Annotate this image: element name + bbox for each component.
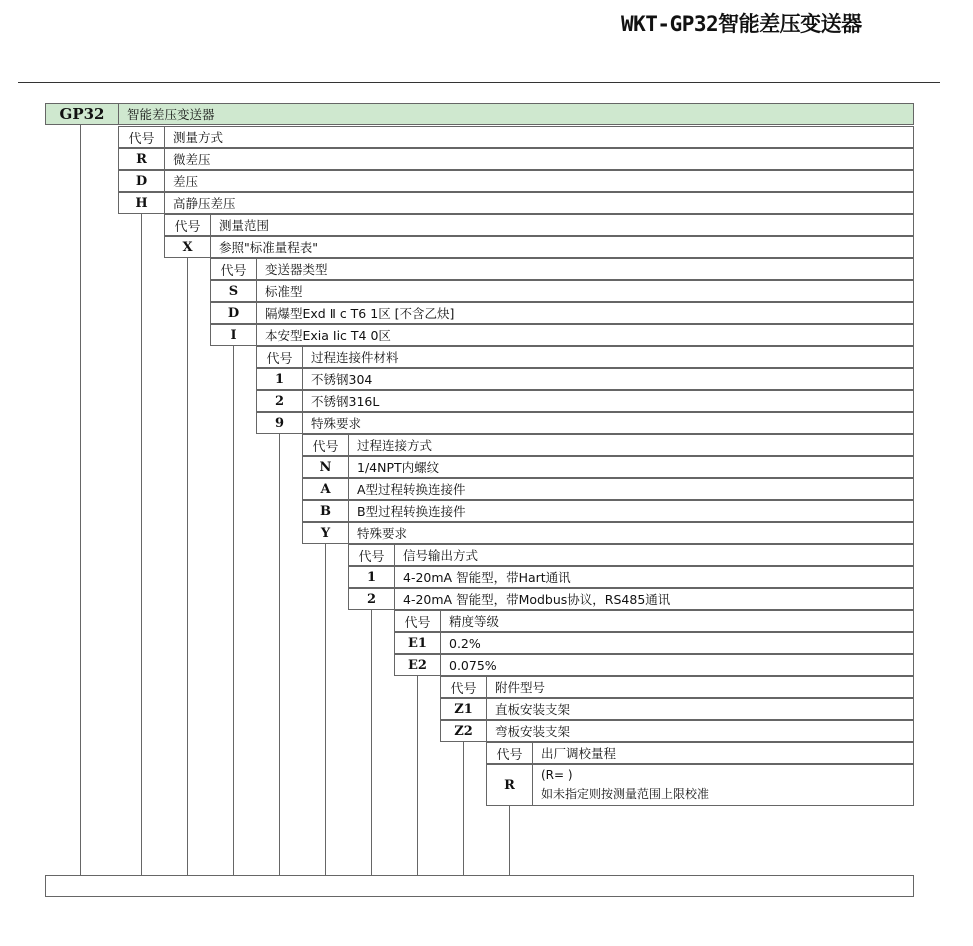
model-code: GP32 [46,104,119,124]
option-code: I [211,325,257,345]
section-header-row [348,544,914,566]
option-desc: 弯板安装支架 [495,724,571,739]
option-row [440,698,914,720]
option-row [302,522,914,544]
option-row [440,720,914,742]
section-header-row [486,742,914,764]
option-code: R [119,149,165,169]
leader-line [279,433,280,875]
option-desc: 直板安装支架 [495,702,571,717]
page-title: WKT-GP32智能差压变送器 [621,12,862,36]
section-title: 附件型号 [495,680,546,695]
option-code: R [487,765,533,805]
section-header-row [302,434,914,456]
option-code: 1 [349,567,395,587]
option-row [210,280,914,302]
option-row [256,390,914,412]
option-desc: 微差压 [173,152,211,167]
option-code: D [119,171,165,191]
option-code: H [119,193,165,213]
header-divider [18,82,940,83]
option-desc: 4-20mA 智能型，带Hart通讯 [403,570,571,585]
option-row [348,588,914,610]
option-row [302,500,914,522]
section-title: 出厂调校量程 [541,746,617,761]
leader-line [187,257,188,875]
option-row [164,236,914,258]
leader-line [463,741,464,875]
section-header-row [394,610,914,632]
option-row [486,764,914,806]
option-note-line2: 如未指定则按测量范围上限校准 [541,787,710,801]
option-code: B [303,501,349,521]
option-code: A [303,479,349,499]
code-label: 代号 [487,743,533,763]
option-desc: 特殊要求 [311,416,362,431]
option-desc: 不锈钢304 [311,372,373,387]
option-desc: A型过程转换连接件 [357,482,466,497]
option-desc: 本安型Exia Iic T4 0区 [265,328,391,343]
option-row [210,302,914,324]
option-desc: 标准型 [265,284,303,299]
section-title: 过程连接方式 [357,438,433,453]
option-row [302,456,914,478]
option-desc: 1/4NPT内螺纹 [357,460,440,475]
option-desc: 不锈钢316L [311,394,380,409]
option-desc: 参照"标准量程表" [219,240,318,255]
option-row [394,654,914,676]
leader-line [371,609,372,875]
leader-line [233,345,234,875]
section-title: 过程连接件材料 [311,350,399,365]
option-code: Z1 [441,699,487,719]
option-row [210,324,914,346]
code-label: 代号 [257,347,303,367]
option-code: 2 [349,589,395,609]
model-name: 智能差压变送器 [127,107,215,122]
section-header-row [210,258,914,280]
option-code: 9 [257,413,303,433]
option-note-line1: (R= ) [541,768,573,782]
option-code: E2 [395,655,441,675]
order-code-box [45,875,914,897]
option-desc: 0.2% [449,635,481,651]
option-row [118,192,914,214]
option-code: D [211,303,257,323]
option-desc: 4-20mA 智能型，带Modbus协议，RS485通讯 [403,592,671,607]
code-label: 代号 [119,127,165,147]
section-header-row [256,346,914,368]
section-title: 精度等级 [449,614,500,629]
leader-line [417,675,418,875]
option-code: Z2 [441,721,487,741]
option-row [302,478,914,500]
leader-line [325,543,326,875]
code-label: 代号 [395,611,441,631]
option-desc: 特殊要求 [357,526,408,541]
option-code: S [211,281,257,301]
option-desc: 高静压差压 [173,196,236,211]
section-title: 测量方式 [173,130,224,145]
option-code: 1 [257,369,303,389]
option-desc: 隔爆型Exd Ⅱ c T6 1区 [不含乙炔] [265,306,455,321]
option-code: 2 [257,391,303,411]
code-label: 代号 [165,215,211,235]
option-row [256,412,914,434]
section-header-row [118,126,914,148]
option-code: X [165,237,211,257]
code-label: 代号 [211,259,257,279]
option-desc: 差压 [173,174,199,189]
model-header-row [45,103,914,125]
option-row [348,566,914,588]
option-code: Y [303,523,349,543]
section-title: 信号输出方式 [403,548,479,563]
code-label: 代号 [303,435,349,455]
option-row [118,148,914,170]
option-desc: 0.075% [449,657,497,673]
section-title: 测量范围 [219,218,270,233]
option-code: E1 [395,633,441,653]
code-label: 代号 [349,545,395,565]
section-title: 变送器类型 [265,262,328,277]
leader-line [509,805,510,875]
option-row [256,368,914,390]
option-desc: B型过程转换连接件 [357,504,466,519]
section-header-row [440,676,914,698]
option-row [394,632,914,654]
code-label: 代号 [441,677,487,697]
leader-line [141,213,142,875]
option-code: N [303,457,349,477]
option-row [118,170,914,192]
section-header-row [164,214,914,236]
leader-line [80,125,81,875]
